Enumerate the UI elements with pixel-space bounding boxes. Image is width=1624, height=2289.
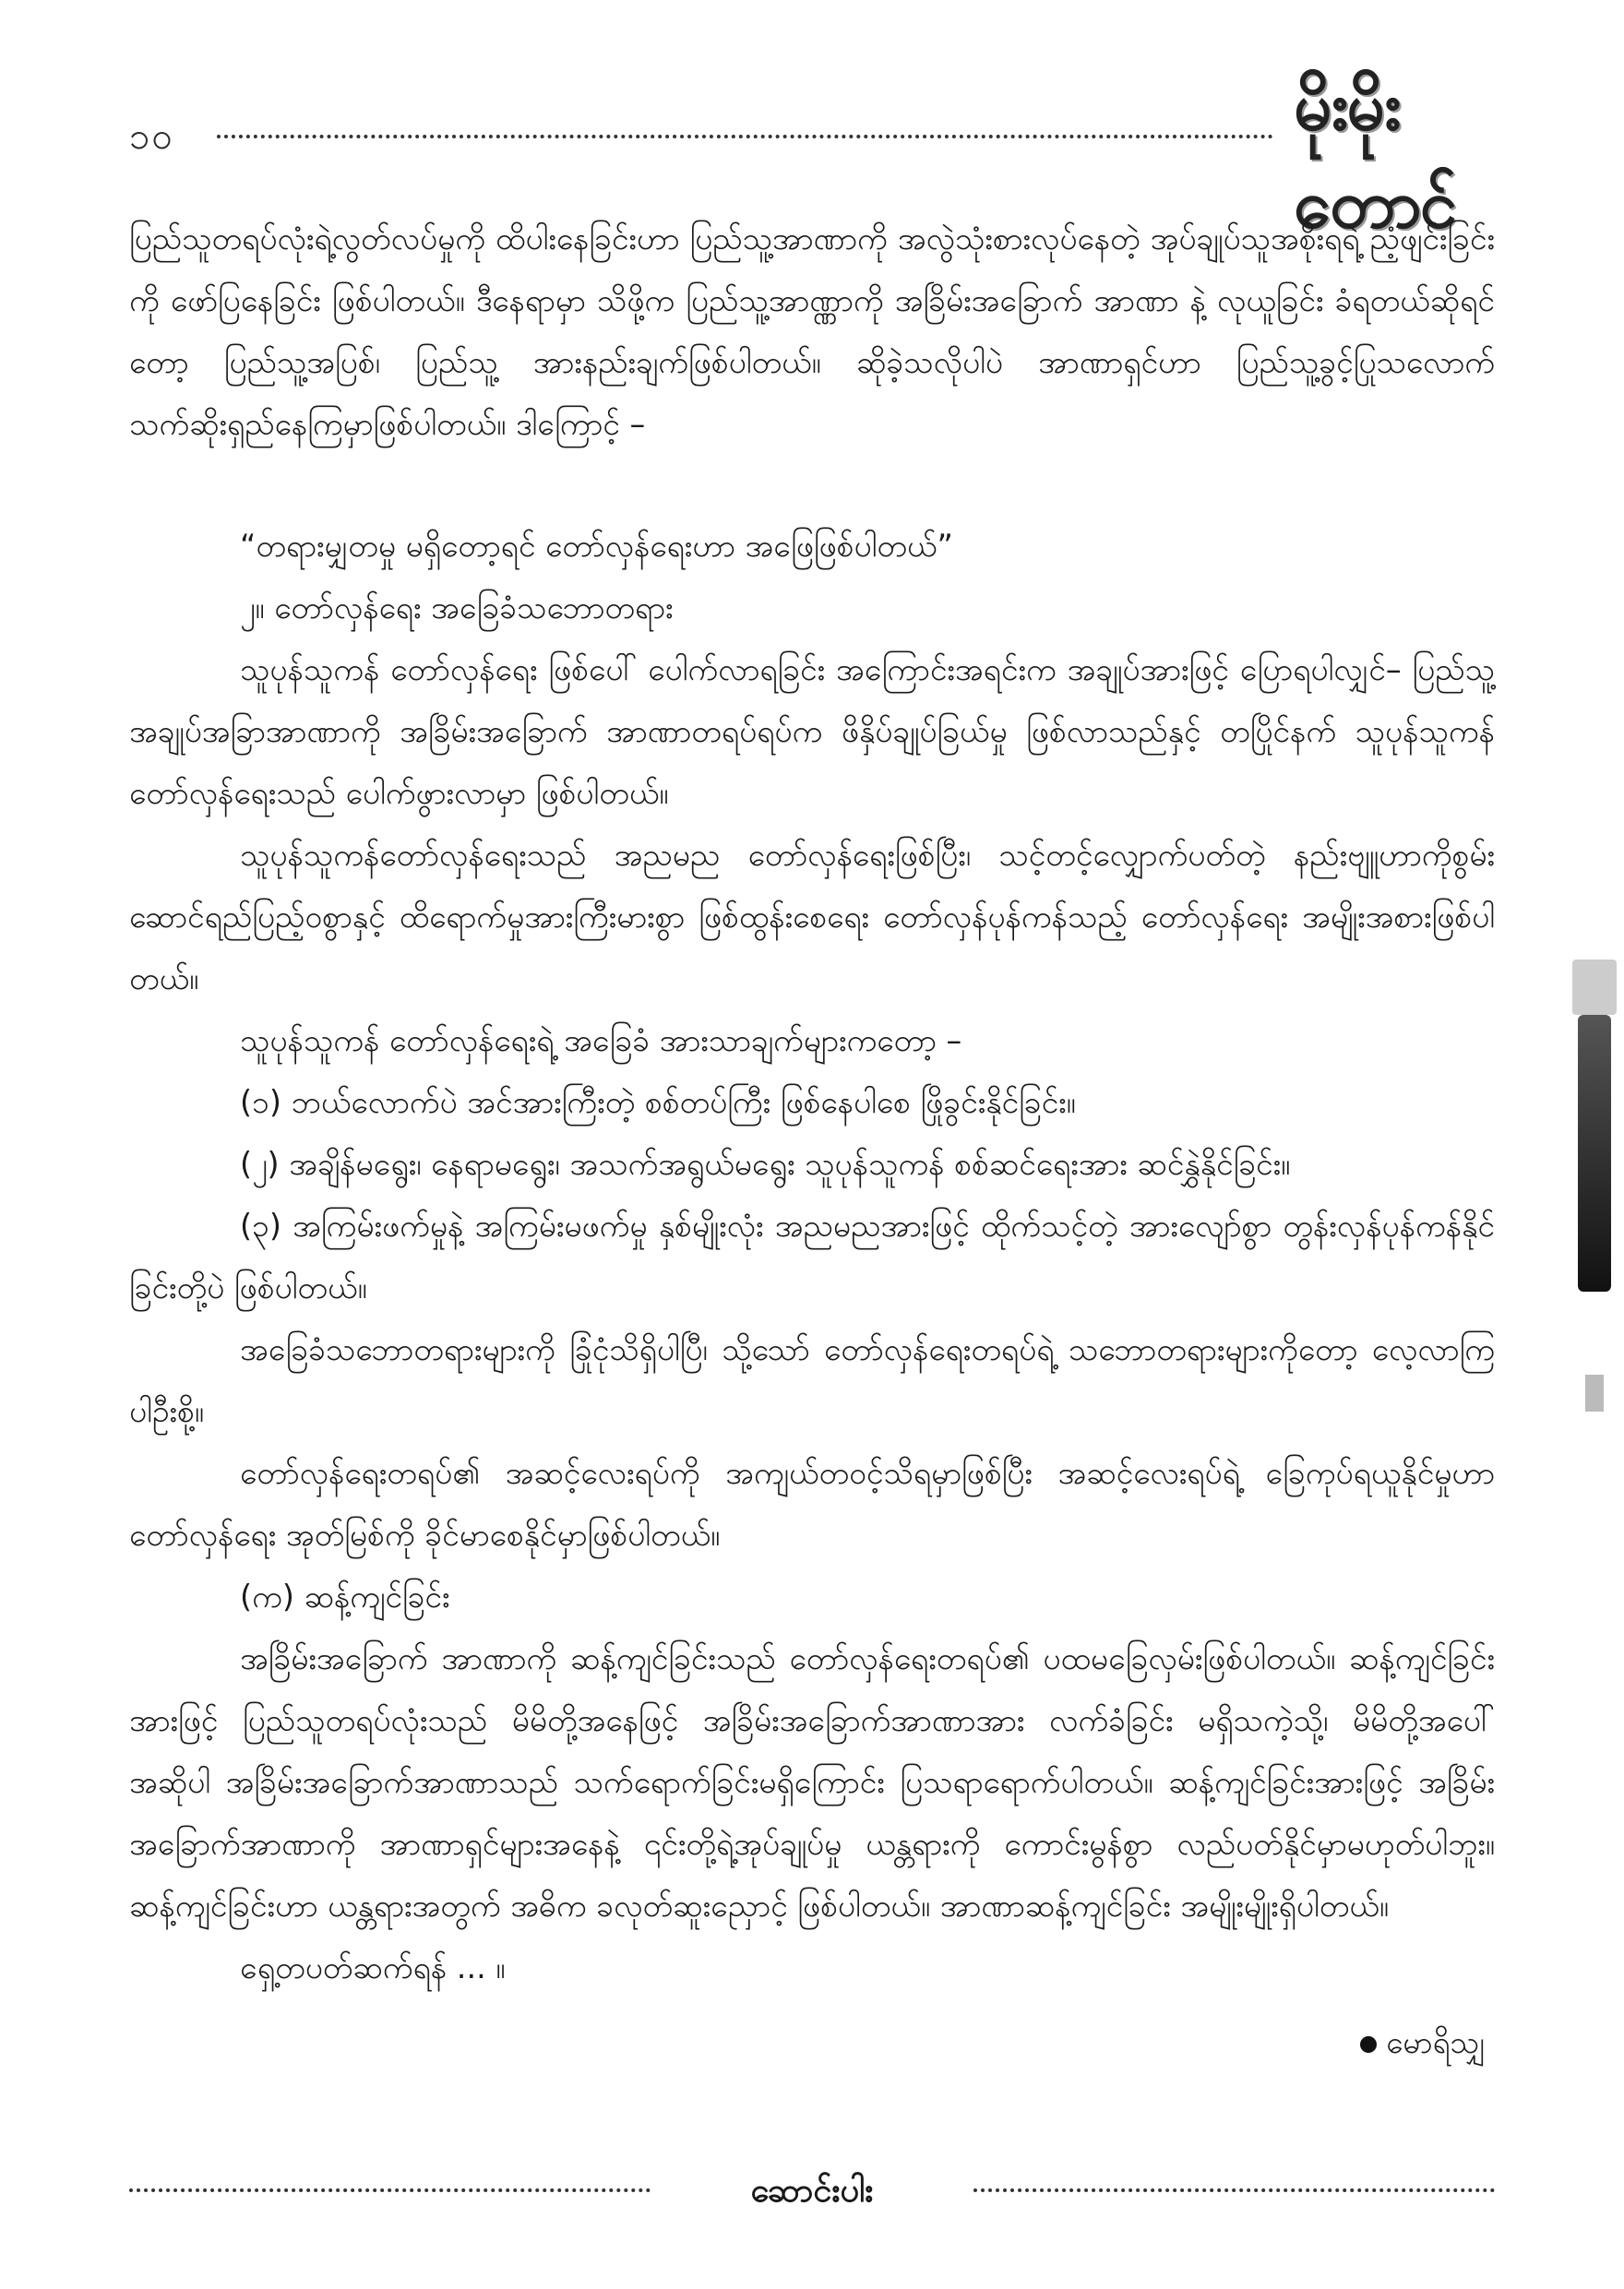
header-dotted-rule bbox=[217, 135, 1273, 138]
continued-note: ရှေ့တပတ်ဆက်ရန် ... ။ bbox=[240, 1949, 506, 1985]
paragraph-1: ပြည်သူတရပ်လုံးရဲ့လွတ်လပ်မှုကို ထိပါးနေခြင်းဟာ ပြည်သူ့အာဏာကို အလွဲသုံးစားလုပ်နေတဲ့ အုပ်ချုပ်သူအစိုးရရဲ့ ညံ့ဖျင်းခြင်းကို ဖော်ပြနေခြင်း ဖြစ်ပါတယ်။ ဒီနေရာမှာ သိဖို့က ပြည်သူ့အာဏ္ဏာကို အခြိမ်းအခြောက် အာဏာ နဲ့ လုယူခြင်း ခံရတယ်ဆိုရင်တော့ ပြည်သူ့အပြစ်၊ ပြည်သူ့ အားနည်းချက်ဖြစ်ပါတယ်။ ဆိုခဲ့သလိုပါပဲ အာဏာရှင်ဟာ ပြည်သူ့ခွင့်ပြုသလောက် သက်ဆိုးရှည်နေကြမှာဖြစ်ပါတယ်။ ဒါကြောင့် – bbox=[129, 221, 1495, 442]
side-small-mark bbox=[1585, 1375, 1604, 1412]
article-body bbox=[129, 208, 1495, 1998]
footer-rule-right bbox=[973, 2188, 1495, 2192]
side-image-icon bbox=[1572, 960, 1617, 1015]
paragraph-6: တော်လှန်ရေးတရပ်၏ အဆင့်လေးရပ်ကို အကျယ်တဝင့်သိရမှာဖြစ်ပြီး အဆင့်လေးရပ်ရဲ့ ခြေကုပ်ရယူနိုင်မှုဟာ တော်လှန်ရေး အုတ်မြစ်ကို ခိုင်မာစေနိုင်မှာဖြစ်ပါတယ်။ bbox=[129, 1455, 1495, 1553]
paragraph-5: အခြေခံသဘောတရားများကို ခြုံငုံသိရှိပါပြီ၊ သို့သော် တော်လှန်ရေးတရပ်ရဲ့ သဘောတရားများကိုတော့ လေ့လာကြပါဦးစို့။ bbox=[129, 1331, 1495, 1429]
subheading-ka: (က) ဆန့်ကျင်ခြင်း bbox=[240, 1579, 450, 1615]
masthead-logo: မိုးမိုးတောင် bbox=[1294, 67, 1455, 243]
list-item-2: (၂) အချိန်မရွေး၊ နေရာမရွေး၊ အသက်အရွယ်မရွေး သူပုန်သူကန် စစ်ဆင်ရေးအား ဆင်နွှဲနိုင်ခြင်း။ bbox=[240, 1146, 1291, 1182]
list-item-1: (၁) ဘယ်လောက်ပဲ အင်အားကြီးတဲ့ စစ်တပ်ကြီး ဖြစ်နေပါစေ ဖြိုခွင်းနိုင်ခြင်း။ bbox=[240, 1084, 1076, 1120]
footer-section-label: ဆောင်းပါး bbox=[750, 2172, 874, 2210]
side-title-bar bbox=[1578, 1015, 1611, 1292]
page-header bbox=[129, 67, 1504, 243]
page-footer bbox=[129, 2168, 1495, 2223]
spacer bbox=[129, 455, 1495, 515]
paragraph-2: သူပုန်သူကန် တော်လှန်ရေး ဖြစ်ပေါ် ပေါက်လာရခြင်း အကြောင်းအရင်းက အချုပ်အားဖြင့် ပြောရပါလျှင်– ပြည်သူ့အချုပ်အခြာအာဏာကို အခြိမ်းအခြောက် အာဏာတရပ်ရပ်က ဖိနှိပ်ချုပ်ခြယ်မှု ဖြစ်လာသည်နှင့် တပြိုင်နက် သူပုန်သူကန် တော်လှန်ရေးသည် ပေါက်ဖွားလာမှာ ဖြစ်ပါတယ်။ bbox=[129, 651, 1495, 811]
bullet-icon bbox=[1360, 2036, 1377, 2053]
quote: “တရားမျှတမှု မရှိတော့ရင် တော်လှန်ရေးဟာ အဖြေဖြစ်ပါတယ်” bbox=[240, 528, 953, 564]
paragraph-7: အခြိမ်းအခြောက် အာဏာကို ဆန့်ကျင်ခြင်းသည် တော်လှန်ရေးတရပ်၏ ပထမခြေလှမ်းဖြစ်ပါတယ်။ ဆန့်ကျင်ခြင်းအားဖြင့် ပြည်သူတရပ်လုံးသည် မိမိတို့အနေဖြင့် အခြိမ်းအခြောက်အာဏာအား လက်ခံခြင်း မရှိသကဲ့သို့၊ မိမိတို့အပေါ် အဆိုပါ အခြိမ်းအခြောက်အာဏာသည် သက်ရောက်ခြင်းမရှိကြောင်း ပြသရာရောက်ပါတယ်။ ဆန့်ကျင်ခြင်းအားဖြင့် အခြိမ်းအခြောက်အာဏာကို အာဏာရှင်များအနေနဲ့ ၎င်းတို့ရဲ့အုပ်ချုပ်မှု ယန္တရားကို ကောင်းမွန်စွာ လည်ပတ်နိုင်မှာမဟုတ်ပါဘူး။ ဆန့်ကျင်ခြင်းဟာ ယန္တရားအတွက် အဓိက ခလုတ်ဆူးညှောင့် ဖြစ်ပါတယ်။ အာဏာဆန့်ကျင်ခြင်း အမျိုးမျိုးရှိပါတယ်။ bbox=[129, 1640, 1495, 1924]
page-number: ၁၀ bbox=[129, 115, 174, 158]
list-item-3: (၃) အကြမ်းဖက်မှုနဲ့ အကြမ်းမဖက်မှု နှစ်မျိုးလုံး အညမညအားဖြင့် ထိုက်သင့်တဲ့ အားလျော်စွာ တွန်းလှန်ပုန်ကန်နိုင်ခြင်းတို့ပဲ ဖြစ်ပါတယ်။ bbox=[129, 1208, 1495, 1305]
side-decoration bbox=[1569, 960, 1620, 1458]
author-name: မောရိသျှ bbox=[1386, 2024, 1486, 2060]
section-heading: ၂။ တော်လှန်ရေး အခြေခံသဘောတရား bbox=[240, 590, 674, 626]
paragraph-3: သူပုန်သူကန်တော်လှန်ရေးသည် အညမည တော်လှန်ရေးဖြစ်ပြီး၊ သင့်တင့်လျှောက်ပတ်တဲ့ နည်းဗျူဟာကိုစွမ်းဆောင်ရည်ပြည့်ဝစွာနှင့် ထိရောက်မှုအားကြီးမားစွာ ဖြစ်ထွန်းစေရေး တော်လှန်ပုန်ကန်သည့် တော်လှန်ရေး အမျိုးအစားဖြစ်ပါတယ်။ bbox=[129, 837, 1495, 996]
author-signature bbox=[1360, 2023, 1486, 2068]
paragraph-4: သူပုန်သူကန် တော်လှန်ရေးရဲ့ အခြေခံ အားသာချက်များကတော့ – bbox=[240, 1022, 962, 1058]
